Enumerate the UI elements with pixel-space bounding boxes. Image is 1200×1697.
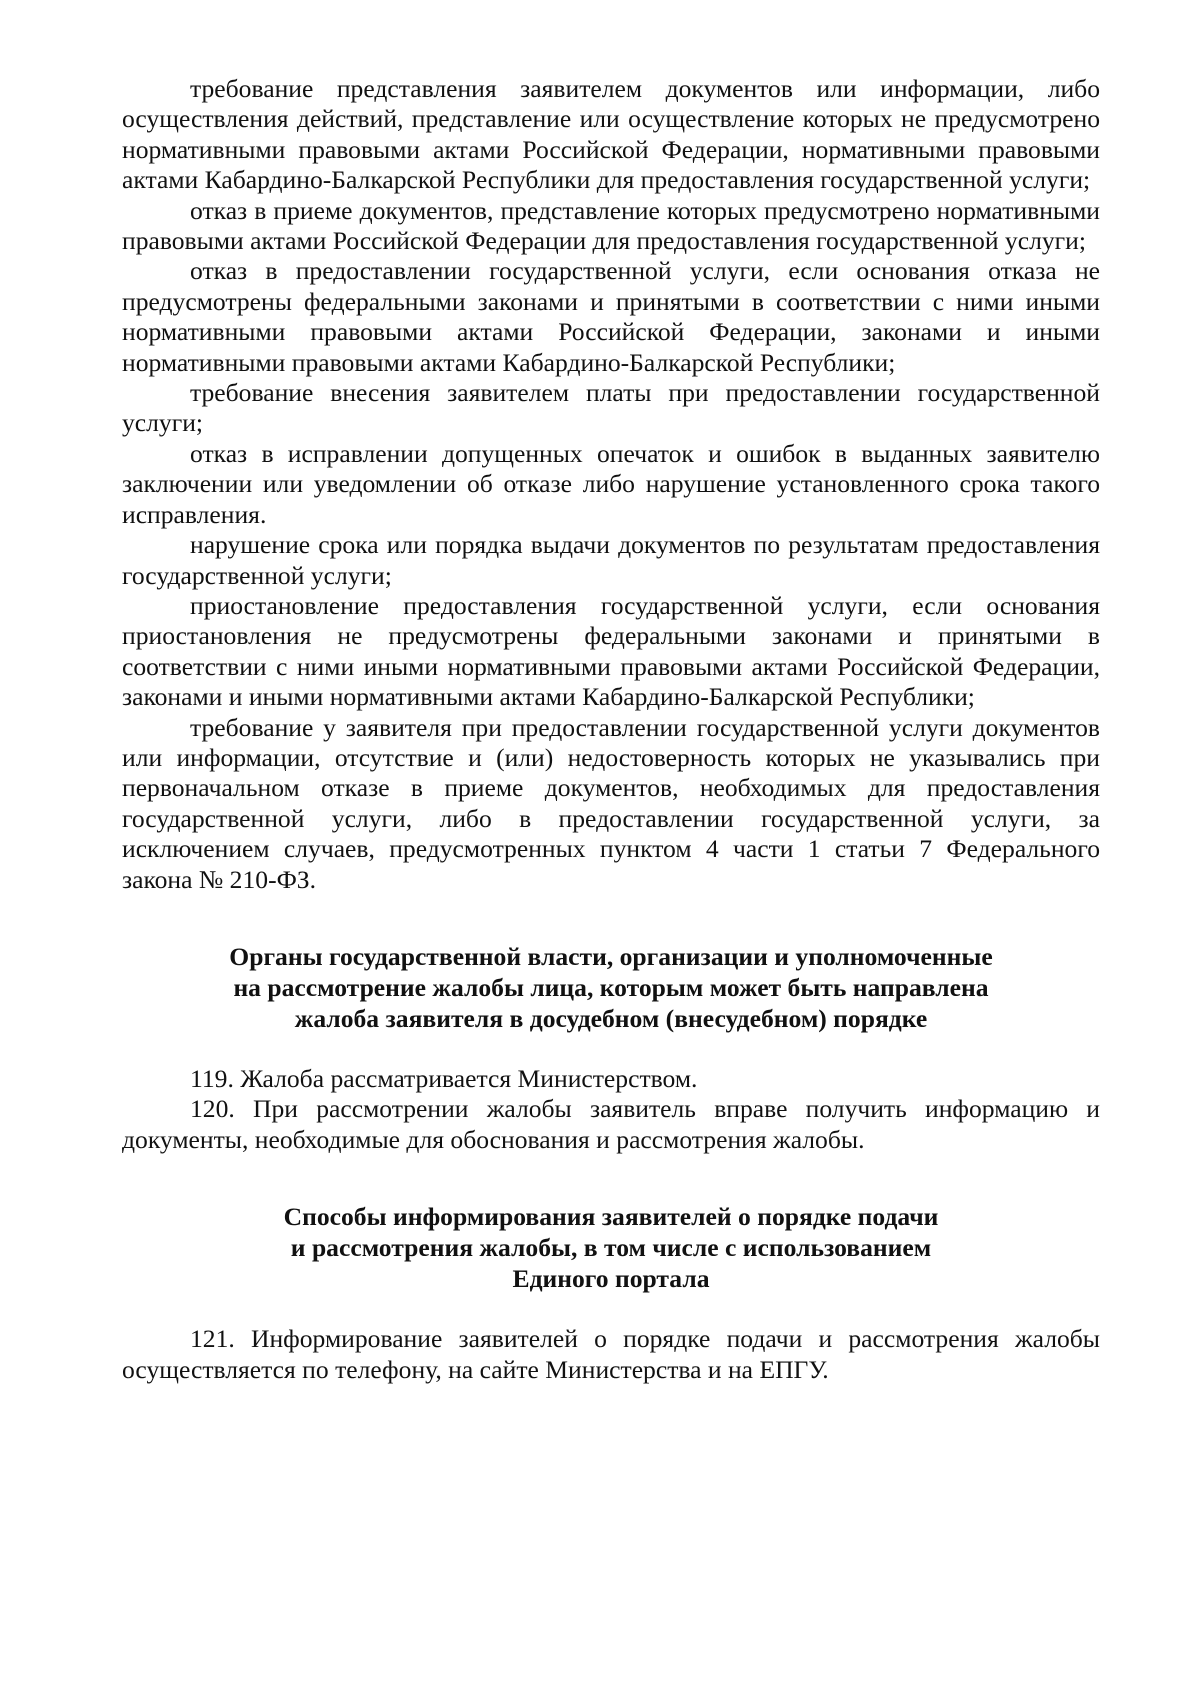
heading-line: жалоба заявителя в досудебном (внесудебном) порядке bbox=[294, 1003, 928, 1033]
numbered-paragraph: 119. Жалоба рассматривается Министерством. bbox=[190, 1063, 698, 1093]
heading-line: и рассмотрения жалобы, в том числе с использованием bbox=[290, 1233, 932, 1263]
paragraph: отказ в приеме документов, представление которых предусмотрено нормативными правовыми актами Российской Федерации для предоставления государственной услуги; bbox=[122, 195, 1100, 256]
section-body-informing-methods bbox=[122, 1324, 1100, 1385]
paragraph: отказ в исправлении допущенных опечаток и ошибок в выданных заявителю заключении или уведомлении об отказе либо нарушение установленного срока такого исправления. bbox=[122, 438, 1100, 529]
heading-line: Единого портала bbox=[512, 1264, 710, 1294]
heading-line: на рассмотрение жалобы лица, которым может быть направлена bbox=[233, 972, 989, 1002]
paragraph: отказ в предоставлении государственной услуги, если основания отказа не предусмотрены федеральными законами и принятыми в соответствии с ними иными нормативными правовыми актами Российской Федерации, законами и иными нормативными правовыми актами Кабардино-Балкарской Республики; bbox=[122, 256, 1100, 377]
numbered-paragraph: 121. Информирование заявителей о порядке подачи и рассмотрения жалобы осуществляется по телефону, на сайте Министерства и на ЕПГУ. bbox=[122, 1324, 1100, 1384]
heading-line: Способы информирования заявителей о порядке подачи bbox=[283, 1202, 939, 1232]
numbered-paragraph: 120. При рассмотрении жалобы заявитель вправе получить информацию и документы, необходимые для обоснования и рассмотрения жалобы. bbox=[122, 1094, 1100, 1154]
heading-line: Органы государственной власти, организации и уполномоченные bbox=[229, 941, 993, 971]
paragraph: требование у заявителя при предоставлении государственной услуги документов или информации, отсутствие и (или) недостоверность которых не указывались при первоначальном отказе в приеме документов, необходимых для предоставления государственной услуги, либо в предоставлении государственной услуги, за исключением случаев, предусмотренных пунктом 4 части 1 статьи 7 Федерального закона № 210-ФЗ. bbox=[122, 712, 1100, 894]
section-heading-informing-methods bbox=[122, 1201, 1100, 1294]
paragraph: нарушение срока или порядка выдачи документов по результатам предоставления государственной услуги; bbox=[122, 530, 1100, 590]
section-body-complaint-bodies bbox=[122, 1064, 1100, 1155]
grounds-list bbox=[122, 74, 1100, 895]
paragraph: приостановление предоставления государственной услуги, если основания приостановления не предусмотрены федеральными законами и принятыми в соответствии с ними иными нормативными правовыми актами Российской Федерации, законами и иными нормативными актами Кабардино-Балкарской Республики; bbox=[122, 590, 1100, 712]
paragraph: требование внесения заявителем платы при предоставлении государственной услуги; bbox=[122, 378, 1100, 438]
section-heading-complaint-bodies bbox=[122, 941, 1100, 1034]
paragraph: требование представления заявителем документов или информации, либо осуществления действий, представление или осуществление которых не предусмотрено нормативными правовыми актами Российской Федерации, нормативными правовыми актами Кабардино-Балкарской Республики для предоставления государственной услуги; bbox=[122, 74, 1100, 195]
